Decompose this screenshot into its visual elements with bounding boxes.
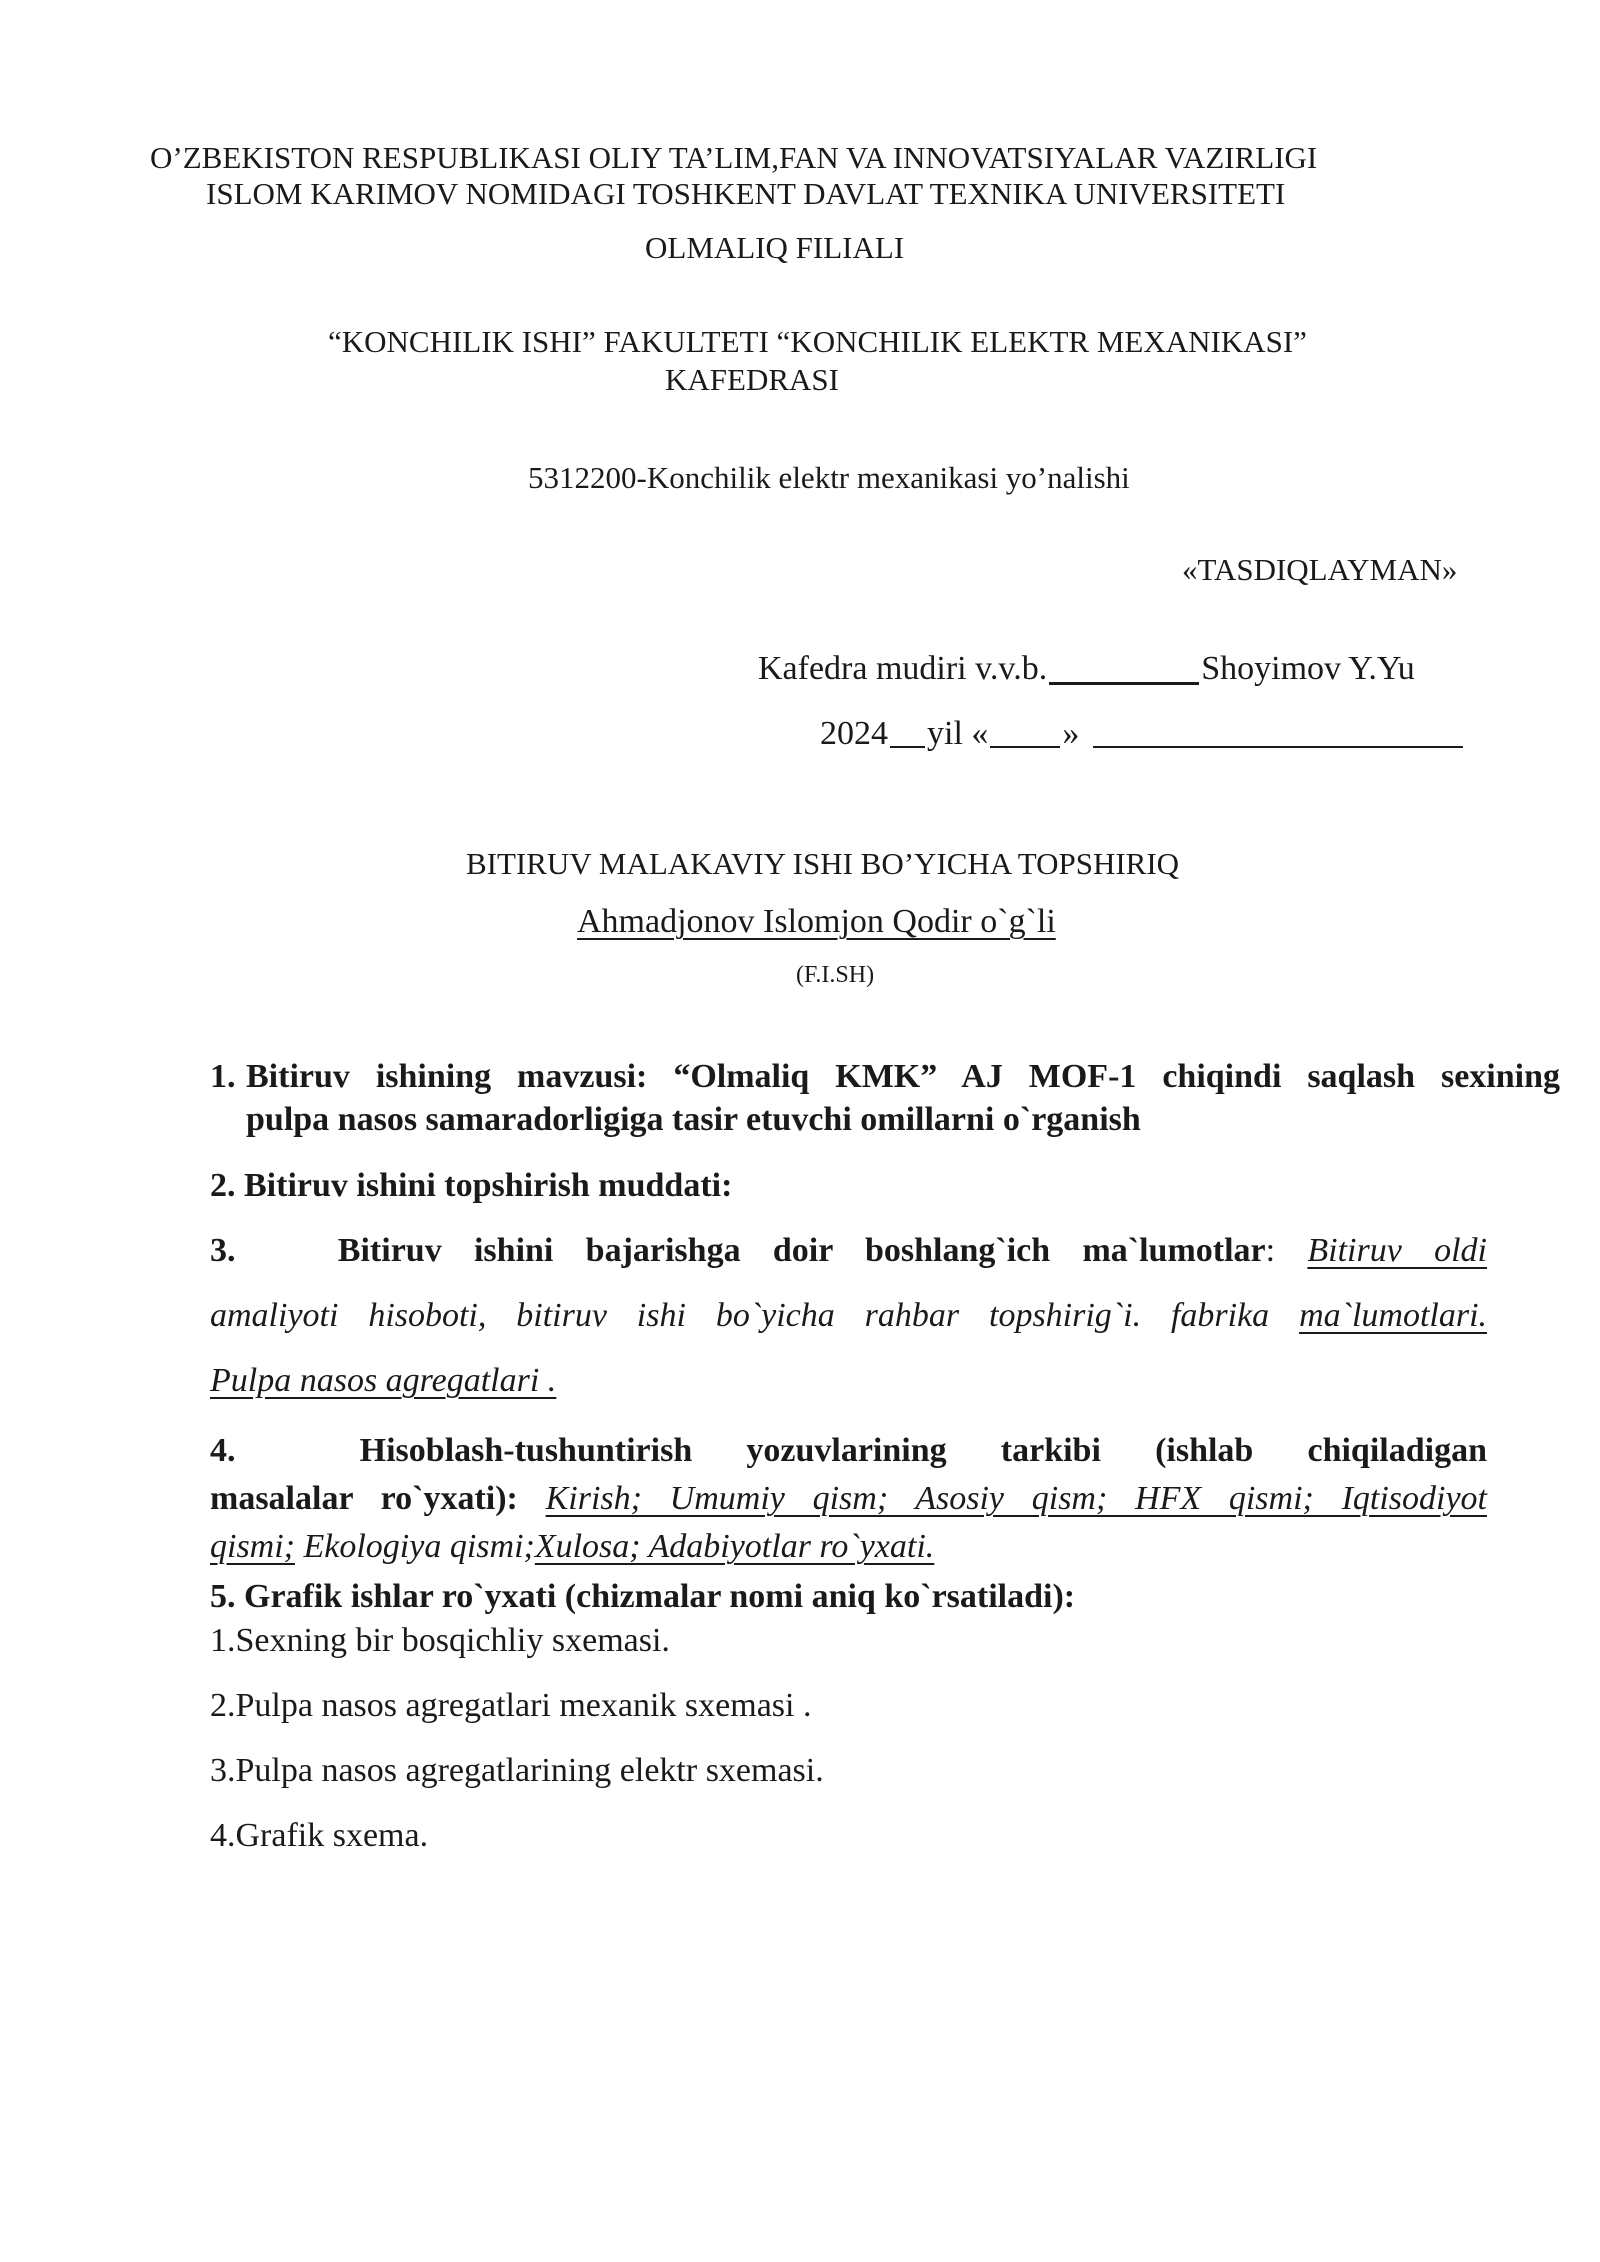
item-1-label: Bitiruv ishining mavzusi:: [246, 1058, 648, 1095]
item-3-value-2: amaliyoti hisoboti, bitiruv ishi bo`yicha rahbar topshirig`i. fabrika: [210, 1297, 1270, 1334]
item-1-number: 1.: [210, 1058, 236, 1095]
item-4-line-3: [210, 1528, 934, 1566]
item-3-line-1: [210, 1232, 1487, 1270]
item-4-value-4: Xulosa; Adabiyotlar ro`yxati.: [534, 1528, 935, 1565]
item-3-value-3: Pulpa nasos agregatlari .: [210, 1362, 557, 1399]
item-4-value-1: Kirish; Umumiy qism; Asosiy qism; HFX qismi; Iqtisodiyot: [545, 1480, 1487, 1517]
item-3-colon: :: [1265, 1232, 1276, 1269]
department-head-label: Kafedra mudiri v.v.b.: [758, 650, 1048, 687]
approval-yil: yil «: [927, 715, 989, 752]
graphics-list-item: [210, 1817, 428, 1855]
faculty-title: “KONCHILIK ISHI” FAKULTETI “KONCHILIK ELEKTR MEXANIKASI”: [328, 324, 1307, 359]
graphics-item-number: 2.: [210, 1687, 236, 1724]
assignment-title: BITIRUV MALAKAVIY ISHI BO’YICHA TOPSHIRIQ: [466, 846, 1180, 881]
department-head-name: Shoyimov Y.Yu: [1201, 650, 1415, 687]
direction-line: 5312200-Konchilik elektr mexanikasi yo’nalishi: [528, 460, 1130, 495]
item-4-value-3: Ekologiya qismi;: [303, 1528, 535, 1565]
graphics-list-item: [210, 1752, 824, 1790]
item-1-line-1: [246, 1058, 1560, 1096]
university-title: ISLOM KARIMOV NOMIDAGI TOSHKENT DAVLAT TEXNIKA UNIVERSITETI: [206, 176, 1286, 211]
item-5: 5. Grafik ishlar ro`yxati (chizmalar nomi aniq ko`rsatiladi):: [210, 1578, 1076, 1615]
graphics-item-number: 3.: [210, 1752, 236, 1789]
branch-title: OLMALIQ FILIALI: [645, 230, 905, 265]
month-blank: [1093, 716, 1463, 748]
year-blank: [890, 716, 925, 748]
graphics-list-item: [210, 1622, 670, 1660]
item-1-topic-end: pulpa nasos samaradorligiga tasir etuvchi omillarni o`rganish: [246, 1101, 1141, 1138]
graphics-item-number: 1.: [210, 1622, 236, 1659]
student-name: Ahmadjonov Islomjon Qodir o`g`li: [577, 903, 1056, 940]
item-1-topic-start: “Olmaliq KMK” AJ MOF-1 chiqindi saqlash sexining: [673, 1058, 1561, 1095]
graphics-item-text: Pulpa nasos agregatlari mexanik sxemasi .: [235, 1687, 812, 1724]
graphics-item-text: Grafik sxema.: [235, 1817, 429, 1854]
ministry-title: O’ZBEKISTON RESPUBLIKASI OLIY TA’LIM,FAN VA INNOVATSIYALAR VAZIRLIGI: [150, 140, 1318, 175]
graphics-item-number: 4.: [210, 1817, 236, 1854]
item-4-line-1: [210, 1432, 1487, 1470]
graphics-item-text: Sexning bir bosqichliy sxemasi.: [235, 1622, 670, 1659]
approval-title: «TASDIQLAYMAN»: [1182, 552, 1458, 587]
item-3-number: 3.: [210, 1232, 236, 1269]
item-4-label: masalalar ro`yxati):: [210, 1480, 518, 1517]
approval-date-line: [820, 715, 1463, 753]
item-4-number: 4.: [210, 1432, 236, 1469]
graphics-item-text: Pulpa nasos agregatlarining elektr sxemasi.: [235, 1752, 824, 1789]
fish-caption: (F.I.SH): [796, 962, 875, 988]
graphics-list-item: [210, 1687, 811, 1725]
department-title: KAFEDRASI: [665, 362, 839, 397]
item-2: 2. Bitiruv ishini topshirish muddati:: [210, 1167, 733, 1204]
signature-line: [1049, 650, 1199, 685]
approval-year: 2024: [820, 715, 888, 752]
approval-close-quote: »: [1062, 715, 1080, 752]
item-4-heading: Hisoblash-tushuntirish yozuvlarining tarkibi (ishlab chiqiladigan: [359, 1432, 1487, 1469]
item-3-value-2b: ma`lumotlari.: [1299, 1297, 1488, 1334]
item-3-label: Bitiruv ishini bajarishga doir boshlang`ich ma`lumotlar: [337, 1232, 1266, 1269]
item-4-value-2: qismi;: [210, 1528, 295, 1565]
item-4-line-2: [210, 1480, 1487, 1518]
day-blank: [990, 716, 1060, 748]
item-3-value-1: Bitiruv oldi: [1307, 1232, 1488, 1269]
item-3-line-2: [210, 1297, 1487, 1335]
department-head-line: [758, 650, 1415, 688]
